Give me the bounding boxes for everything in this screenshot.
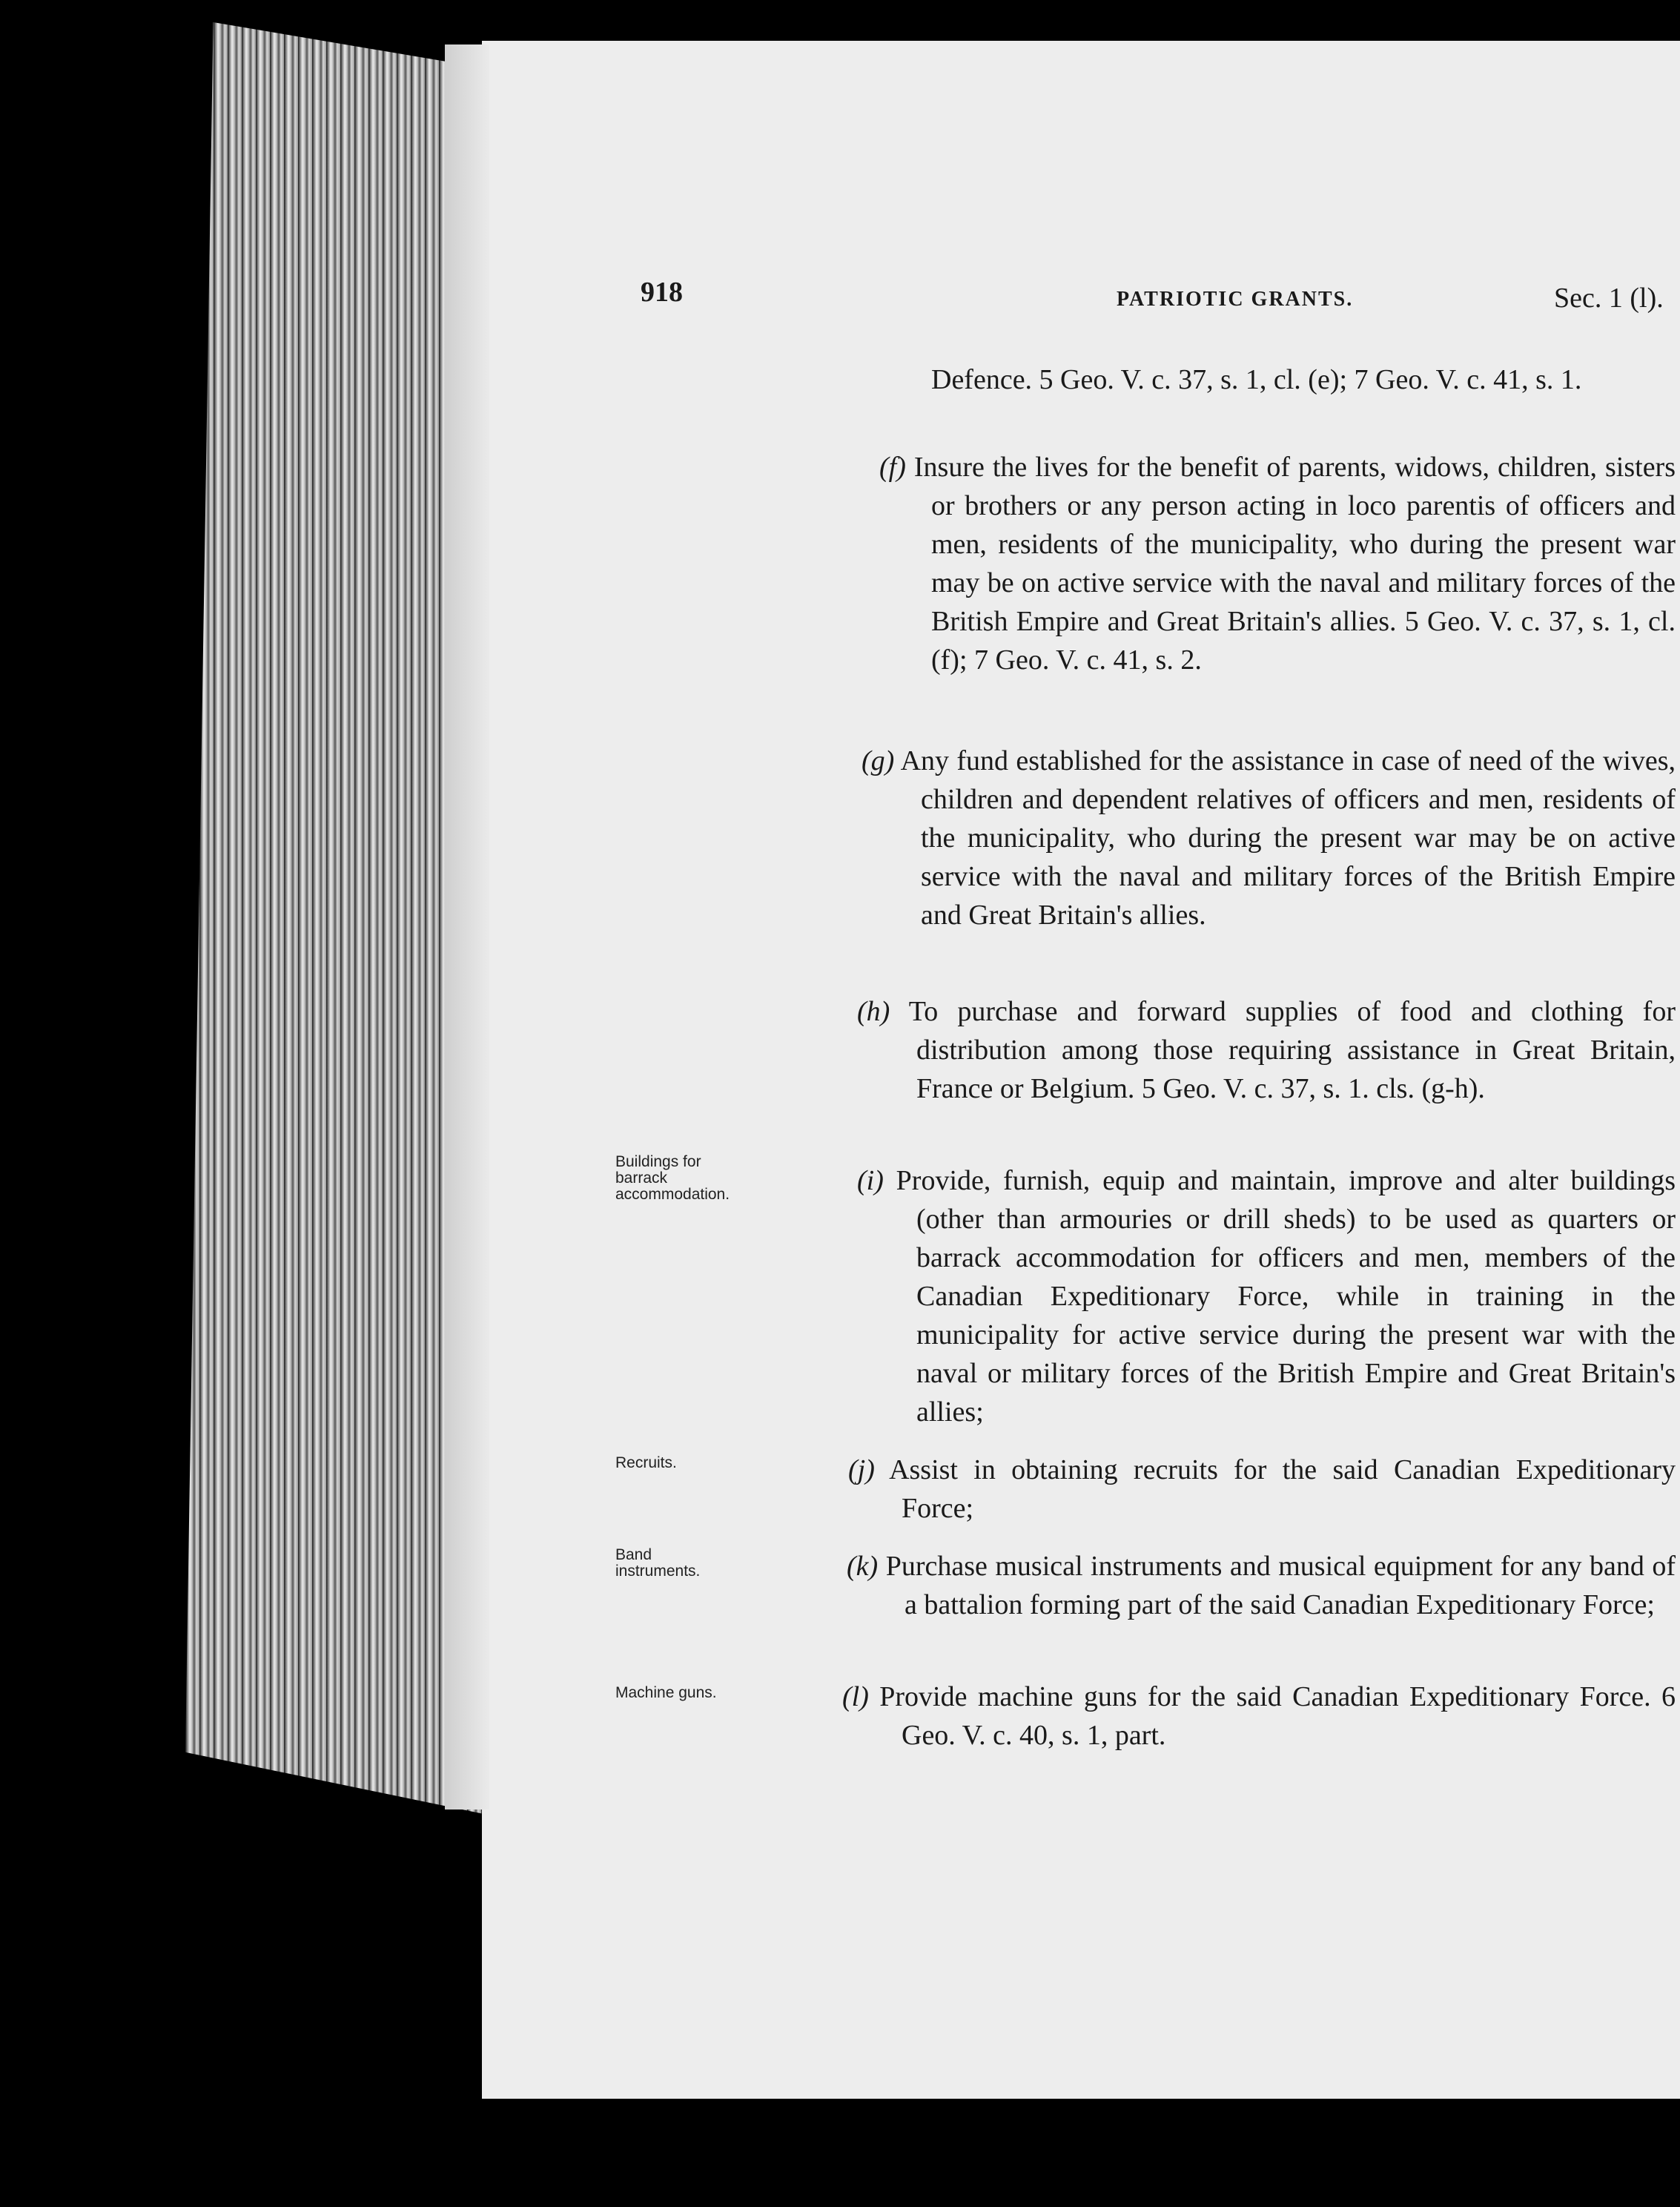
paragraph-text: Purchase musical instruments and musical equipment for any band of a battalion forming part of the said Canadian Expeditionary Force; <box>885 1551 1676 1620</box>
paragraph-text: Any fund established for the assistance in case of need of the wives, children and dependent relatives of officers and men, residents of the municipality, who during the present war may be on active service with the naval and military forces of the British Empire and Great Britain's allies. <box>900 745 1676 931</box>
paragraph-l <box>830 1677 1676 1755</box>
margin-note-recruits: Recruits. <box>615 1454 677 1471</box>
page-gutter <box>445 44 489 1810</box>
section-reference: Sec. 1 (l). <box>1554 283 1664 314</box>
clause-label: (g) <box>862 745 895 776</box>
clause-label: (j) <box>848 1454 875 1485</box>
margin-note-machine-guns: Machine guns. <box>615 1684 717 1701</box>
clause-label: (i) <box>857 1165 884 1196</box>
paragraph-i <box>830 1161 1676 1431</box>
paragraph-h <box>830 992 1676 1108</box>
paragraph-text: Provide machine guns for the said Canadian Expeditionary Force. 6 Geo. V. c. 40, s. 1, part. <box>879 1681 1676 1751</box>
paragraph-text: Defence. 5 Geo. V. c. 37, s. 1, cl. (e); 7 Geo. V. c. 41, s. 1. <box>931 364 1582 395</box>
clause-label: (k) <box>847 1551 879 1582</box>
paragraph-g <box>830 742 1676 934</box>
paragraph-k <box>830 1547 1676 1624</box>
paragraph-f <box>830 448 1676 679</box>
clause-label: (f) <box>879 452 906 483</box>
clause-label: (l) <box>842 1681 869 1712</box>
paragraph-text: Insure the lives for the benefit of parents, widows, children, sisters or brothers or any person acting in loco parentis of officers and men, residents of the municipality, who during the present war may be on active service with the naval and military forces of the British Empire and Great Britain's allies. 5 Geo. V. c. 37, s. 1, cl. (f); 7 Geo. V. c. 41, s. 2. <box>913 452 1676 676</box>
paragraph-text: To purchase and forward supplies of food and clothing for distribution among those requiring assistance in Great Britain, France or Belgium. 5 Geo. V. c. 37, s. 1. cls. (g-h). <box>908 996 1676 1104</box>
margin-note-buildings: Buildings for barrack accommodation. <box>615 1153 730 1203</box>
margin-note-band: Band instruments. <box>615 1546 701 1580</box>
paragraph-e-continuation <box>830 360 1680 399</box>
paragraph-j <box>830 1451 1676 1528</box>
paragraph-text: Assist in obtaining recruits for the said Canadian Expeditionary Force; <box>889 1454 1676 1524</box>
page-number: 918 <box>641 277 683 308</box>
running-title: PATRIOTIC GRANTS. <box>1117 288 1354 311</box>
paragraph-text: Provide, furnish, equip and maintain, improve and alter buildings (other than armouries or drill sheds) to be used as quarters or barrack accommodation for officers and men, members of the Canadian Expeditionary Force, while in training in the municipality for active service during the present war with the naval or military forces of the British Empire and Great Britain's allies; <box>896 1165 1676 1428</box>
clause-label: (h) <box>857 996 890 1027</box>
